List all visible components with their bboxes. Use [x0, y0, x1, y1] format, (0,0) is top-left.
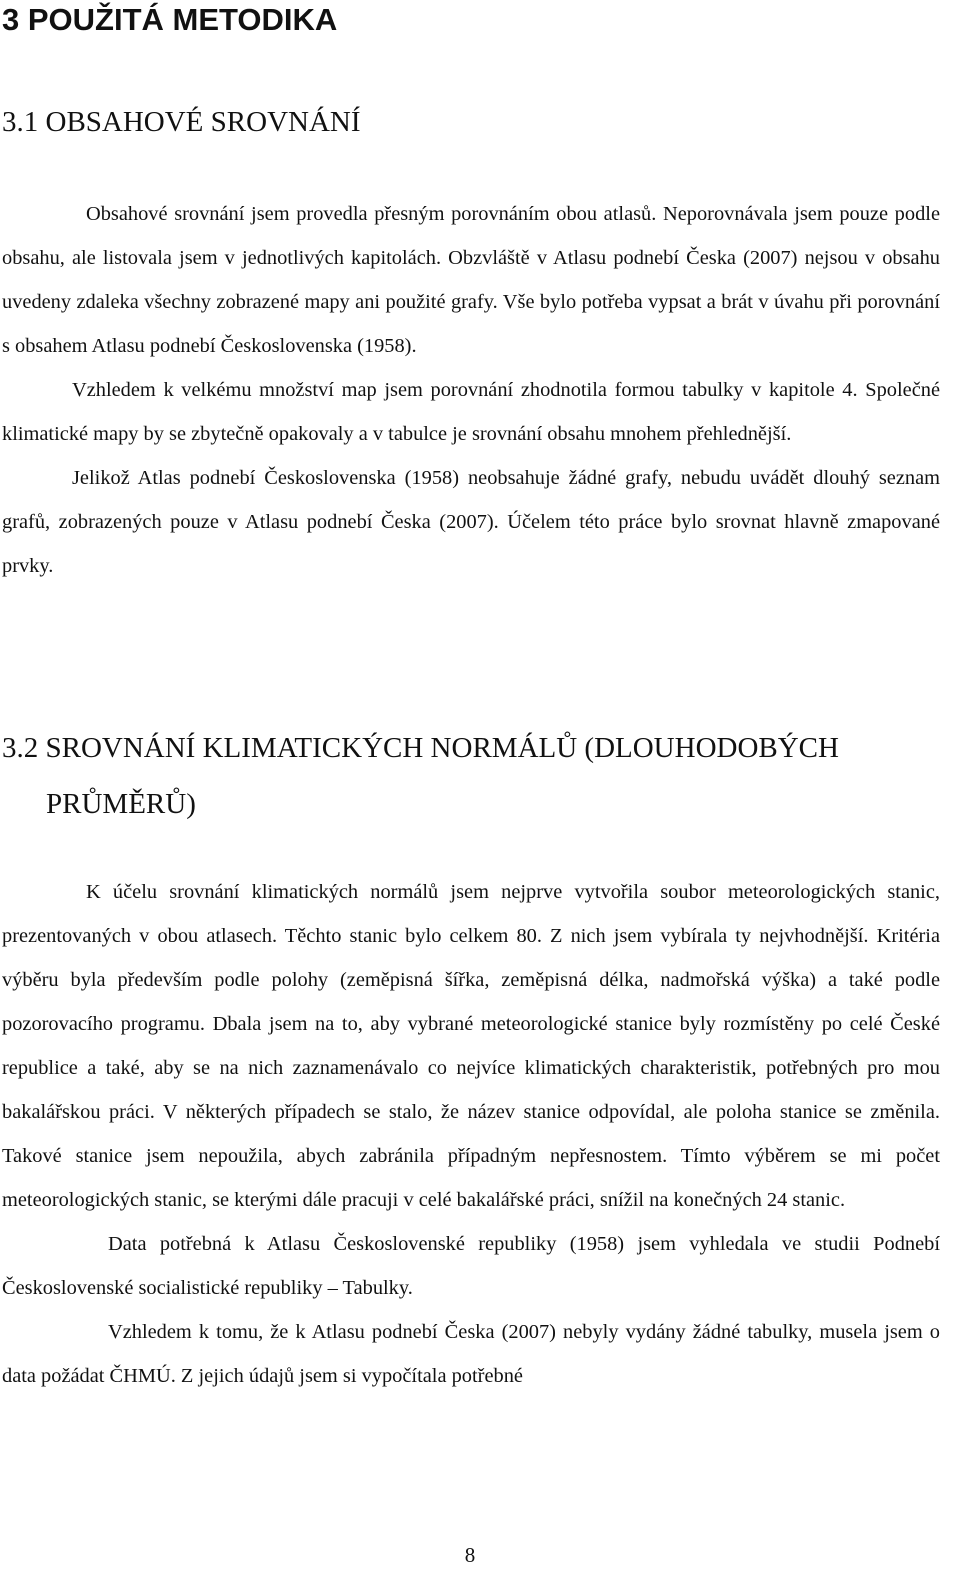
paragraph: Obsahové srovnání jsem provedla přesným porovnáním obou atlasů. Neporovnávala jsem pouze podle obsahu, ale listovala jsem v jednotlivých kapitolách. Obzvláště v Atlasu podnebí Česka (2007) nejsou v obsahu uvedeny zdaleka všechny zobrazené mapy ani použité grafy. Vše bylo potřeba vypsat a brát v úvahu při porovnání s obsahem Atlasu podnebí Československa (1958). — [2, 203, 940, 357]
page-number: 8 — [464, 1543, 476, 1567]
paragraph: Vzhledem k velkému množství map jsem porovnání zhodnotila formou tabulky v kapitole 4. Společné klimatické mapy by se zbytečně opakovaly a v tabulce je srovnání obsahu mnohem přehlednější. — [2, 379, 940, 445]
section-3-2-body — [2, 870, 940, 1398]
chapter-title: 3 POUŽITÁ METODIKA — [2, 2, 338, 37]
paragraph: Jelikož Atlas podnebí Československa (1958) neobsahuje žádné grafy, nebudu uvádět dlouhý seznam grafů, zobrazených pouze v Atlasu podnebí Česka (2007). Účelem této práce bylo srovnat hlavně zmapované prvky. — [2, 467, 940, 577]
paragraph: K účelu srovnání klimatických normálů jsem nejprve vytvořila soubor meteorologických stanic, prezentovaných v obou atlasech. Těchto stanic bylo celkem 80. Z nich jsem vybírala ty nejvhodnější. Kritéria výběru byla především podle polohy (zeměpisná šířka, zeměpisná délka, nadmořská výška) a také podle pozorovacího programu. Dbala jsem na to, aby vybrané meteorologické stanice byly rozmístěny po celé České republice a také, aby se na nich zaznamenávalo co nejvíce klimatických charakteristik, potřebných pro mou bakalářskou práci. V některých případech se stalo, že název stanice odpovídal, ale poloha stanice se změnila. Takové stanice jsem nepoužila, abych zabránila případným nepřesnostem. Tímto výběrem se mi počet meteorologických stanic, se kterými dále pracuji v celé bakalářské práci, snížil na konečných 24 stanic. — [2, 881, 940, 1211]
section-title-3-1: 3.1 OBSAHOVÉ SROVNÁNÍ — [2, 106, 361, 138]
paragraph: Data potřebná k Atlasu Československé republiky (1958) jsem vyhledala ve studii Podnebí Československé socialistické republiky – Tabulky. — [2, 1233, 940, 1299]
section-title-3-2: 3.2 SROVNÁNÍ KLIMATICKÝCH NORMÁLŮ (DLOUHODOBÝCH PRŮMĚRŮ) — [2, 732, 839, 820]
paragraph: Vzhledem k tomu, že k Atlasu podnebí Česka (2007) nebyly vydány žádné tabulky, musela jsem o data požádat ČHMÚ. Z jejich údajů jsem si vypočítala potřebné — [2, 1321, 940, 1387]
section-3-1-body — [2, 192, 940, 588]
